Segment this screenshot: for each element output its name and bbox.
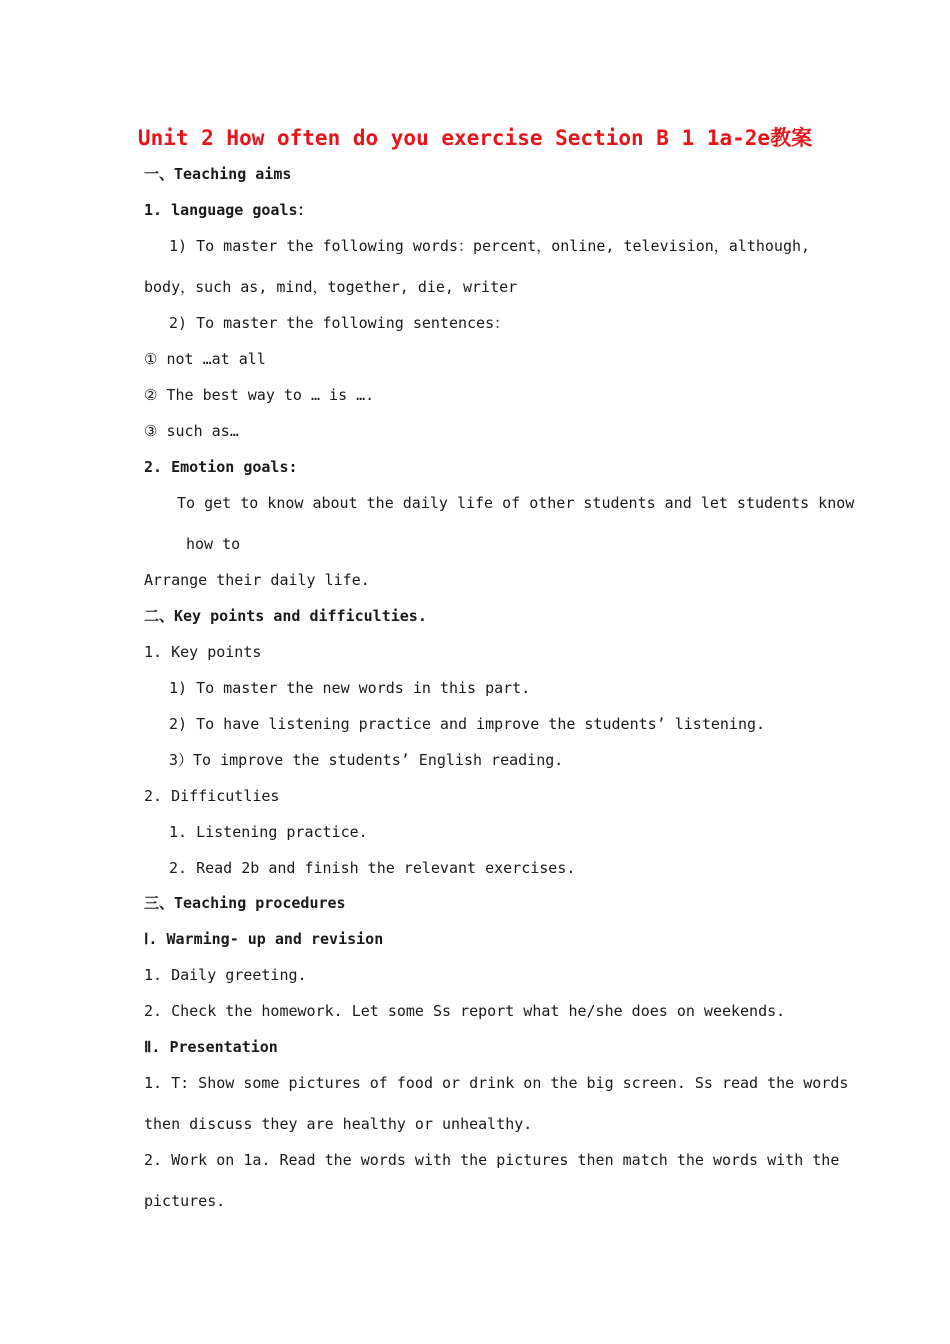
list-item: 2) To have listening practice and improve the students’ listening.: [169, 715, 766, 733]
body-line: 1. T: Show some pictures of food or drink on the big screen. Ss read the words: [144, 1074, 849, 1092]
body-line: 1. Key points: [144, 643, 262, 661]
section-heading-teaching-procedures: 三、Teaching procedures: [144, 894, 346, 912]
body-line: body，such as, mind，together, die, writer: [144, 278, 518, 296]
list-item: 1) To master the new words in this part.: [169, 679, 531, 697]
section-heading-teaching-aims: 一、Teaching aims: [144, 165, 292, 183]
list-item: 3）To improve the students’ English reading.: [169, 751, 564, 769]
body-line: 2. Difficutlies: [144, 787, 280, 805]
list-item: ① not …at all: [144, 350, 266, 368]
body-line: then discuss they are healthy or unhealthy.: [144, 1115, 533, 1133]
body-line: Arrange their daily life.: [144, 571, 370, 589]
body-line: To get to know about the daily life of other students and let students know: [177, 494, 855, 512]
body-line: pictures.: [144, 1192, 226, 1210]
subheading-warming-up: Ⅰ. Warming- up and revision: [144, 930, 384, 948]
subheading-emotion-goals: 2. Emotion goals:: [144, 458, 298, 476]
subheading-language-goals: 1. language goals：: [144, 201, 313, 219]
section-heading-key-points: 二、Key points and difficulties.: [144, 607, 427, 625]
body-line: 1. Daily greeting.: [144, 966, 307, 984]
body-line: how to: [186, 535, 241, 553]
list-item: ② The best way to … is ….: [144, 386, 375, 404]
body-line: 1) To master the following words：percent，online, television，although,: [169, 237, 811, 255]
document-title: Unit 2 How often do you exercise Section B 1 1a-2e教案: [137, 126, 813, 150]
list-item: 1. Listening practice.: [169, 823, 368, 841]
subheading-presentation: Ⅱ. Presentation: [144, 1038, 278, 1056]
body-line: 2. Check the homework. Let some Ss report what he/she does on weekends.: [144, 1002, 786, 1020]
body-line: 2) To master the following sentences：: [169, 314, 510, 332]
body-line: 2. Work on 1a. Read the words with the pictures then match the words with the: [144, 1151, 840, 1169]
list-item: ③ such as…: [144, 422, 239, 440]
list-item: 2. Read 2b and finish the relevant exercises.: [169, 859, 576, 877]
